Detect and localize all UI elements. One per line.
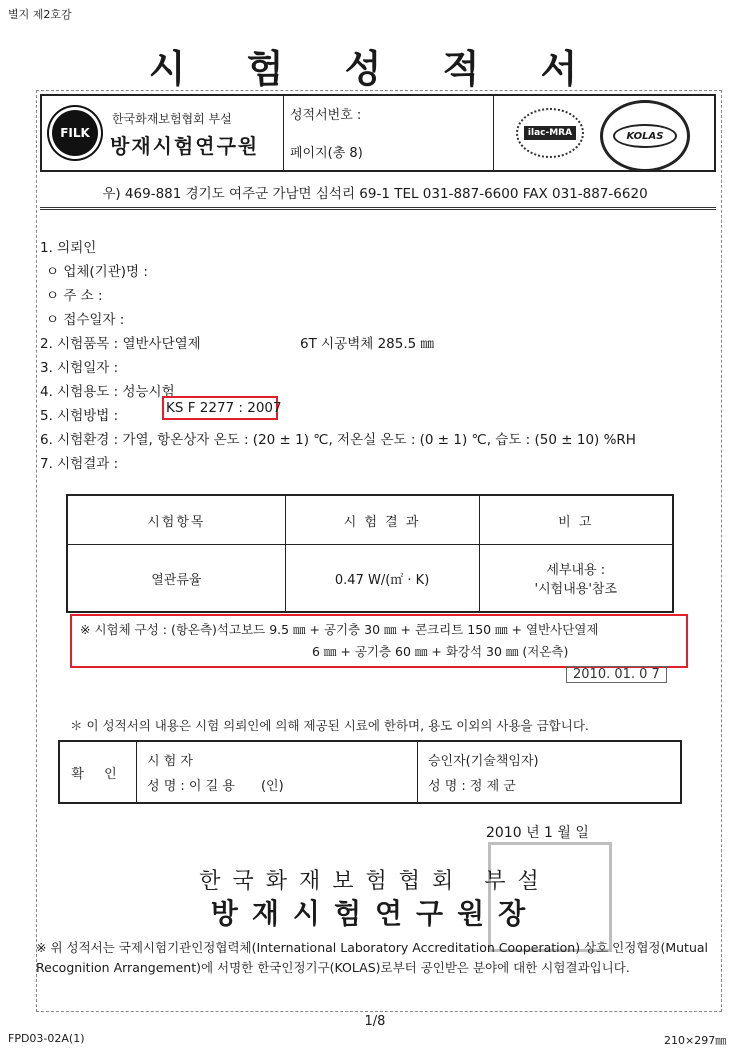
tester-name: 성 명 : 이 길 용	[147, 779, 235, 794]
remark-line: '시험내용'참조	[534, 582, 618, 597]
table-row	[59, 741, 681, 803]
issuer-affiliation: 한국화재보험협회 부설	[199, 869, 551, 894]
signature-table	[58, 740, 682, 804]
usage-disclaimer: ＊ 이 성적서의 내용은 시험 의뢰인에 의해 제공된 시료에 한하며, 용도 이외의 사용을 금합니다.	[70, 718, 589, 733]
page-count-label: 페이지(총 8)	[290, 146, 363, 161]
issuer-name: 방재시험연구원장	[210, 897, 540, 930]
page-title: 시 험 성 적 서	[148, 46, 602, 91]
tester-seal: (인)	[260, 779, 284, 794]
issue-date: 2010 년 1 월 일	[486, 825, 589, 841]
approver-name: 성 명 : 정 제 군	[428, 779, 516, 794]
tester-name-line	[147, 775, 407, 794]
approver-label: 승인자(기술책임자)	[428, 754, 539, 769]
kolas-logo-text: KOLAS	[613, 124, 677, 148]
test-item: 2. 시험품목 : 열반사단열제	[40, 336, 201, 352]
confirm-label: 확 인	[59, 741, 137, 803]
result-remark	[479, 545, 673, 613]
ilac-logo-text: ilac-MRA	[524, 126, 576, 140]
certificate-number-label: 성적서번호 :	[290, 108, 362, 123]
receipt-date: ㅇ 접수일자 :	[46, 312, 125, 328]
client-heading: 1. 의뢰인	[40, 240, 97, 256]
table-row	[67, 545, 673, 613]
client-address: ㅇ 주 소 :	[46, 288, 103, 304]
form-annex-label: 별지 제2호감	[8, 8, 72, 21]
approver-cell	[418, 741, 682, 803]
paper-size: 210×297㎜	[664, 1034, 727, 1047]
ilac-mra-logo-icon	[516, 108, 584, 158]
tester-cell	[137, 741, 418, 803]
org-affiliation: 한국화재보험협회 부설	[112, 112, 232, 126]
test-method-label: 5. 시험방법 :	[40, 408, 119, 424]
test-results-heading: 7. 시험결과 :	[40, 456, 119, 472]
result-value: 0.47 W/(㎡ · K)	[285, 545, 479, 613]
kolas-logo-icon	[600, 100, 690, 172]
tester-label: 시 험 자	[147, 754, 193, 769]
remark-line: 세부내용 :	[546, 563, 606, 578]
org-name: 방재시험연구원	[110, 134, 260, 158]
mra-note: ※ 위 성적서는 국제시험기관인정협력체(International Laboratory Accreditation Cooperation) 상호 인정협정(Mutual Recognition Arrangement)에 서명한 한국인정기구(KOLAS)로부터 공인받은 분야에 대한 시험결과입니다.	[36, 940, 709, 975]
client-company: ㅇ 업체(기관)명 :	[46, 264, 148, 280]
column-header: 비 고	[479, 495, 673, 545]
form-code: FPD03-02A(1)	[8, 1032, 85, 1045]
test-method-value: KS F 2277 : 2007	[166, 400, 282, 416]
result-item: 열관류율	[67, 545, 285, 613]
specimen-note-line: 6 ㎜ + 공기층 60 ㎜ + 화강석 30 ㎜ (저온측)	[312, 644, 569, 659]
divider	[40, 207, 716, 210]
test-purpose: 4. 시험용도 : 성능시험	[40, 384, 175, 400]
address-line: 우) 469-881 경기도 여주군 가남면 심석리 69-1 TEL 031-887-6600 FAX 031-887-6620	[102, 186, 648, 202]
page-number: 1/8	[364, 1014, 386, 1029]
column-header: 시 험 결 과	[285, 495, 479, 545]
stamp-date: 2010. 01. 0 7	[566, 666, 667, 683]
specimen-note-line: ※ 시험체 구성 : (항온측)석고보드 9.5 ㎜ + 공기층 30 ㎜ + 콘크리트 150 ㎜ + 열반사단열제	[80, 622, 599, 637]
table-header-row	[67, 495, 673, 545]
test-item-spec: 6T 시공벽체 285.5 ㎜	[300, 336, 435, 352]
filk-logo-icon: FILK	[52, 110, 98, 156]
test-date: 3. 시험일자 :	[40, 360, 119, 376]
results-table	[66, 494, 674, 613]
column-header: 시험항목	[67, 495, 285, 545]
test-environment: 6. 시험환경 : 가열, 항온상자 온도 : (20 ± 1) ℃, 저온실 온도 : (0 ± 1) ℃, 습도 : (50 ± 10) %RH	[40, 432, 636, 448]
